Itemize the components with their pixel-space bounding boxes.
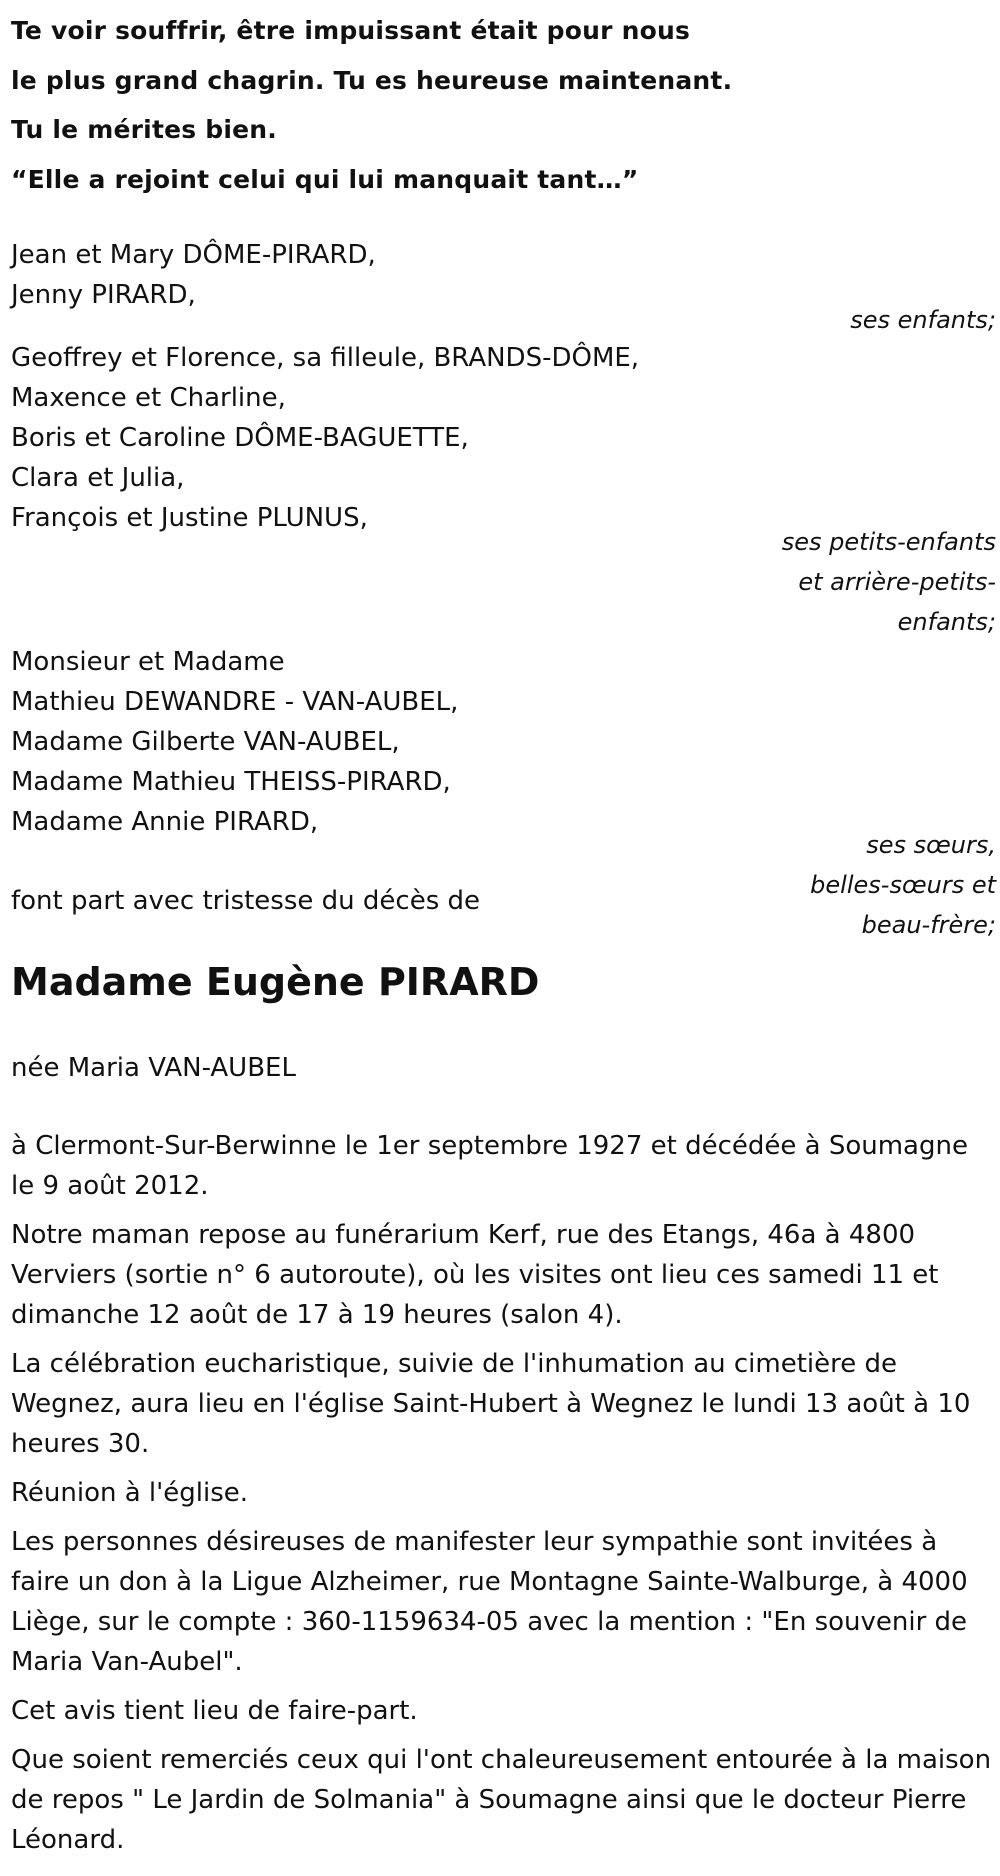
announcement-line bbox=[11, 881, 701, 921]
family-name-line: Clara et Julia, bbox=[11, 463, 185, 493]
family-name-line: Geoffrey et Florence, sa filleule, BRANDS-DÔME, bbox=[11, 343, 640, 373]
body-paragraph: Les personnes désireuses de manifester leur sympathie sont invitées à faire un don à la Ligue Alzheimer, rue Montagne Sainte-Walburge, à 4000 Liège, sur le compte : 360-1159634-05 avec la mention : "En souvenir de Maria Van-Aubel". bbox=[11, 1527, 968, 1677]
relation-line: beau-frère; bbox=[861, 911, 996, 939]
family-name-line: Boris et Caroline DÔME-BAGUETTE, bbox=[11, 423, 469, 453]
family-name-line: Madame Gilberte VAN-AUBEL, bbox=[11, 727, 400, 757]
relation-line: ses sœurs, bbox=[866, 831, 996, 859]
body-paragraph: Que soient remerciés ceux qui l'ont chaleureusement entourée à la maison de repos " Le Jardin de Solmania" à Soumagne ainsi que le docteur Pierre Léonard. bbox=[11, 1745, 992, 1855]
children-relation bbox=[696, 300, 996, 340]
family-name-line: François et Justine PLUNUS, bbox=[11, 503, 368, 533]
grandchildren-relation bbox=[696, 522, 996, 642]
family-name-line: Jean et Mary DÔME-PIRARD, bbox=[11, 240, 376, 270]
body-paragraph: Cet avis tient lieu de faire-part. bbox=[11, 1696, 418, 1726]
family-name-line: Jenny PIRARD, bbox=[11, 280, 196, 310]
children-names bbox=[11, 235, 701, 315]
relation-line: ses petits-enfants bbox=[781, 528, 996, 556]
family-name-line: Madame Annie PIRARD, bbox=[11, 807, 319, 837]
siblings-names bbox=[11, 642, 701, 842]
quote-line: Te voir souffrir, être impuissant était pour nous bbox=[11, 16, 691, 45]
family-name-line: Mathieu DEWANDRE - VAN-AUBEL, bbox=[11, 687, 459, 717]
family-name-line: Maxence et Charline, bbox=[11, 383, 286, 413]
maiden-name: née Maria VAN-AUBEL bbox=[11, 1053, 296, 1083]
body-paragraph: à Clermont-Sur-Berwinne le 1er septembre 1927 et décédée à Soumagne le 9 août 2012. bbox=[11, 1131, 968, 1201]
relation-line: et arrière-petits- bbox=[798, 568, 996, 596]
siblings-relation bbox=[696, 825, 996, 945]
notice-body bbox=[11, 1126, 996, 1869]
body-paragraph: La célébration eucharistique, suivie de l'inhumation au cimetière de Wegnez, aura lieu en l'église Saint-Hubert à Wegnez le lundi 13 août à 10 heures 30. bbox=[11, 1349, 971, 1459]
body-paragraph: Notre maman repose au funérarium Kerf, rue des Etangs, 46a à 4800 Verviers (sortie n° 6 autoroute), où les visites ont lieu ces samedi 11 et dimanche 12 août de 17 à 19 heures (salon 4). bbox=[11, 1220, 939, 1330]
relation-line: enfants; bbox=[897, 608, 996, 636]
family-name-line: Madame Mathieu THEISS-PIRARD, bbox=[11, 767, 451, 797]
grandchildren-names bbox=[11, 338, 701, 538]
quote-line: Tu le mérites bien. bbox=[11, 115, 277, 144]
body-paragraph: Réunion à l'église. bbox=[11, 1478, 249, 1508]
family-name-line: Monsieur et Madame bbox=[11, 647, 285, 677]
relation-line: belles-sœurs et bbox=[810, 871, 996, 899]
deceased-name: Madame Eugène PIRARD bbox=[11, 960, 540, 1004]
quote-line: “Elle a rejoint celui qui lui manquait tant…” bbox=[11, 164, 639, 194]
quote-line: le plus grand chagrin. Tu es heureuse maintenant. bbox=[11, 65, 733, 95]
relation-line: ses enfants; bbox=[850, 306, 996, 334]
announcement-text: font part avec tristesse du décès de bbox=[11, 886, 481, 916]
opening-quote bbox=[11, 6, 996, 204]
